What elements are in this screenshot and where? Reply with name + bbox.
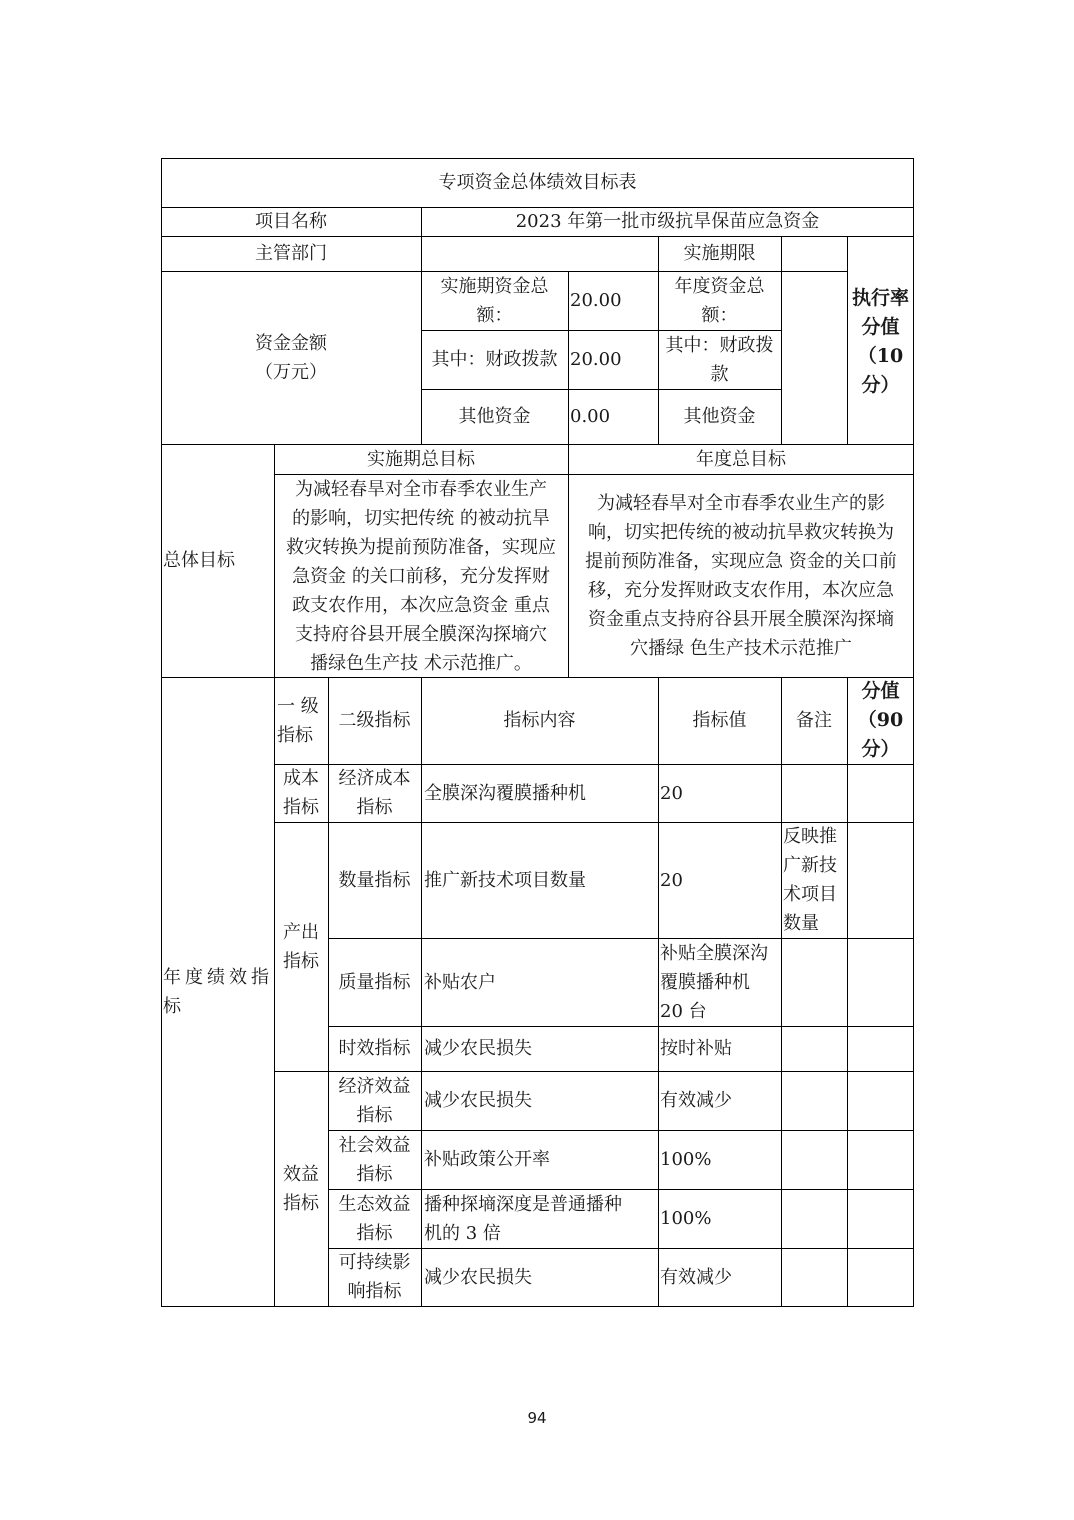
annual-goal-header: 年度总目标 [696,448,786,470]
page-number: 94 [527,1409,547,1427]
row-note [783,1071,847,1130]
header-score: 分值 （90 分） [857,680,904,760]
row-note [783,1130,847,1189]
execution-score-label: 执行率 分值 （10 分） [851,287,909,396]
row-value: 补贴全膜深沟 覆膜播种机 20 台 [660,942,768,1022]
period-value [781,236,847,271]
header-content: 指标内容 [503,710,576,731]
annual-goal-text: 为减轻春旱对全市春季农业生产的影 响，切实把传统的被动抗旱救灾转换为 提前预防准备，实现应急 资金的关口前 移，充分发挥财政支农作用，本次应急 资金重点支持府谷县开展全膜深沟探墒 穴播绿 色生产技术示范推广 [585,493,897,659]
row-note [783,938,847,1026]
row-content: 减少农民损失 [424,1090,532,1111]
row-level2: 经济效益 指标 [338,1075,411,1126]
funds-other-label: 其他资金 [458,406,531,427]
project-name-value: 2023 年第一批市级抗旱保苗应急资金 [515,211,820,232]
row-value: 20 [660,869,683,891]
row-content: 减少农民损失 [424,1038,532,1059]
row-level2: 时效指标 [338,1038,411,1059]
dept-label: 主管部门 [255,243,327,264]
row-content: 推广新技术项目数量 [424,869,586,891]
header-value: 指标值 [692,710,747,731]
funds-fiscal-label: 其中：财政拨款 [431,349,558,370]
funds-annual-fiscal-label: 其中：财政拨 款 [665,334,774,385]
row-value: 100% [660,1208,712,1229]
row-content: 补贴政策公开率 [424,1149,550,1170]
funds-label: 资金金额 （万元） [255,332,327,383]
header-level2: 二级指标 [338,710,411,731]
period-label: 实施期限 [683,243,756,264]
table-title: 专项资金总体绩效目标表 [438,172,637,193]
row-content: 减少农民损失 [424,1266,532,1288]
period-goal-header: 实施期总目标 [367,448,475,470]
row-content: 全膜深沟覆膜播种机 [424,782,586,804]
row-value: 有效减少 [660,1090,732,1111]
row-level2: 数量指标 [338,869,411,891]
row-note [783,1026,847,1071]
row-level2: 质量指标 [338,971,411,993]
group-cost: 成本 指标 [283,768,319,818]
row-value: 20 [660,782,683,804]
row-value: 100% [660,1149,712,1170]
dept-value [421,236,658,271]
funds-other-value: 0.00 [570,406,611,427]
header-note: 备注 [796,710,832,731]
period-goal-text: 为减轻春旱对全市春季农业生产 的影响，切实把传统 的被动抗旱 救灾转换为提前预防准备，实现应 急资金 的关口前移，充分发挥财 政支农作用，本次应急资金 重点 支持府谷县开展全膜深沟探墒穴 播绿色生产技 术示范推广。 [286,478,556,674]
row-value: 按时补贴 [660,1038,732,1059]
row-level2: 社会效益 指标 [338,1134,411,1185]
funds-annual-total-label: 年度资金总 额： [674,275,765,326]
row-note [783,1248,847,1306]
row-level2: 可持续影 响指标 [338,1252,411,1302]
group-output: 产出 指标 [283,921,319,972]
header-level1: 一 级 指标 [277,695,319,746]
row-level2: 经济成本 指标 [338,768,411,818]
row-content: 补贴农户 [424,971,496,993]
row-value: 有效减少 [660,1266,732,1288]
funds-total-label: 实施期资金总 额： [440,275,549,326]
funds-annual-other-label: 其他资金 [683,406,756,427]
overall-goal-label: 总体目标 [163,550,235,571]
row-note [783,1189,847,1248]
funds-fiscal-value: 20.00 [570,349,622,370]
project-name-label: 项目名称 [255,211,327,232]
row-note: 反映推 广新技 术项目 数量 [783,826,837,934]
funds-total-value: 20.00 [570,290,622,311]
row-note [783,764,847,822]
row-level2: 生态效益 指标 [338,1193,411,1244]
row-content: 播种探墒深度是普通播种 机的 3 倍 [424,1193,622,1244]
annual-indicators-label: 年度绩效指 标 [163,966,273,1017]
group-benefit: 效益 指标 [283,1163,319,1214]
